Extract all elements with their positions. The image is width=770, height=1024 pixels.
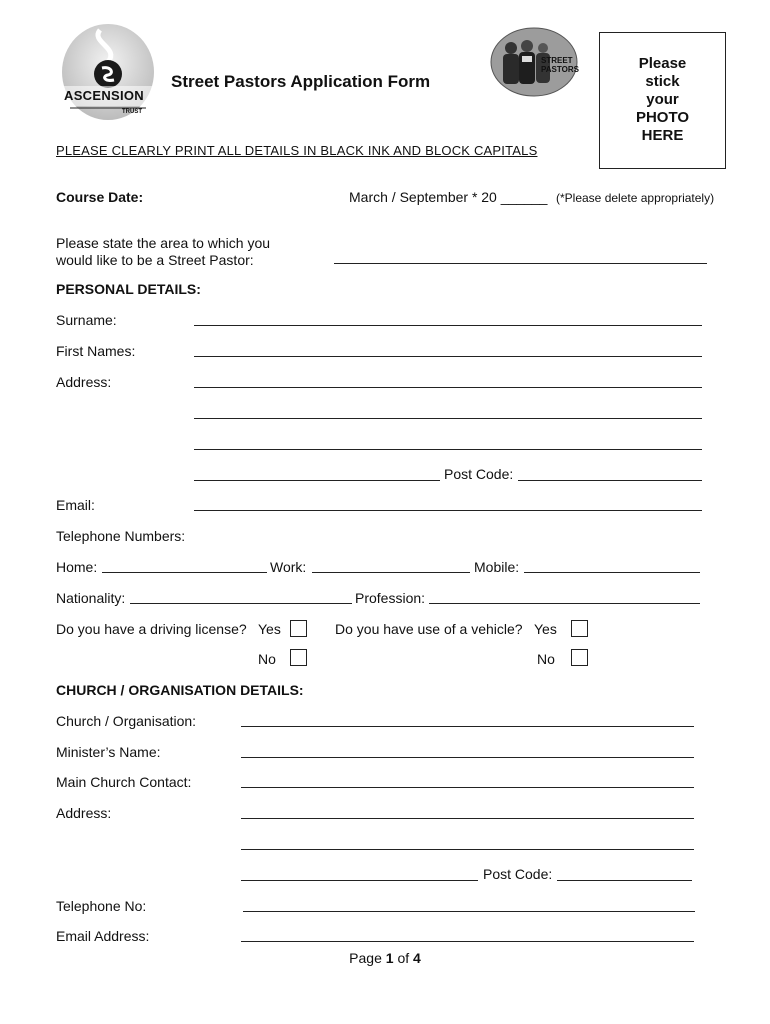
page-current-number: 1: [385, 950, 394, 966]
course-date-note: (*Please delete appropriately): [556, 191, 715, 205]
church-email-field[interactable]: [241, 941, 694, 942]
address-label: Address:: [56, 374, 112, 390]
church-telephone-field[interactable]: [243, 911, 695, 912]
address-field-3[interactable]: [194, 449, 702, 450]
post-code-label: Post Code:: [444, 466, 514, 482]
photo-box-line: HERE: [641, 127, 684, 144]
area-field[interactable]: [334, 263, 707, 264]
vehicle-yes-label: Yes: [534, 621, 557, 637]
church-address-label: Address:: [56, 805, 112, 821]
work-label: Work:: [270, 559, 307, 575]
post-code-field[interactable]: [518, 480, 702, 481]
first-names-field[interactable]: [194, 356, 702, 357]
ascension-trust-text: TRUST: [122, 109, 142, 115]
church-address-field-3[interactable]: [241, 880, 478, 881]
ascension-trust-logo: [60, 22, 156, 126]
print-instruction: PLEASE CLEARLY PRINT ALL DETAILS IN BLACK INK AND BLOCK CAPITALS: [56, 143, 538, 158]
church-address-field-1[interactable]: [241, 818, 694, 819]
church-address-field-2[interactable]: [241, 849, 694, 850]
nationality-label: Nationality:: [56, 590, 126, 606]
vehicle-yes-checkbox[interactable]: [571, 620, 588, 637]
page-word: Page: [349, 950, 382, 966]
driving-no-checkbox[interactable]: [290, 649, 307, 666]
photo-box-line: Please: [638, 55, 687, 72]
area-label-line2: would like to be a Street Pastor:: [56, 252, 254, 268]
address-field-1[interactable]: [194, 387, 702, 388]
church-details-heading: CHURCH / ORGANISATION DETAILS:: [56, 682, 304, 698]
vehicle-no-checkbox[interactable]: [571, 649, 588, 666]
surname-field[interactable]: [194, 325, 702, 326]
page-total-number: 4: [413, 950, 421, 966]
church-organisation-field[interactable]: [241, 726, 694, 727]
main-church-contact-label: Main Church Contact:: [56, 774, 192, 790]
course-date-value[interactable]: March / September * 20 ______: [349, 189, 548, 205]
first-names-label: First Names:: [56, 343, 136, 359]
photo-box: [599, 32, 726, 169]
minister-name-field[interactable]: [241, 757, 694, 758]
email-field[interactable]: [194, 510, 702, 511]
ascension-brand-text: ASCENSION: [64, 88, 144, 103]
church-post-code-field[interactable]: [557, 880, 692, 881]
page-title: Street Pastors Application Form: [171, 72, 431, 91]
course-date-label: Course Date:: [56, 189, 144, 205]
mobile-label: Mobile:: [474, 559, 520, 575]
area-label-line1: Please state the area to which you: [56, 235, 271, 251]
church-telephone-label: Telephone No:: [56, 898, 147, 914]
main-church-contact-field[interactable]: [241, 787, 694, 788]
vehicle-use-label: Do you have use of a vehicle?: [335, 621, 523, 637]
personal-details-heading: PERSONAL DETAILS:: [56, 281, 201, 297]
home-label: Home:: [56, 559, 98, 575]
church-organisation-label: Church / Organisation:: [56, 713, 197, 729]
profession-label: Profession:: [355, 590, 426, 606]
church-email-label: Email Address:: [56, 928, 150, 944]
nationality-field[interactable]: [130, 603, 352, 604]
address-field-4[interactable]: [194, 480, 440, 481]
street-pastors-text-2: PASTORS: [541, 65, 579, 74]
profession-field[interactable]: [429, 603, 700, 604]
address-field-2[interactable]: [194, 418, 702, 419]
minister-name-label: Minister’s Name:: [56, 744, 161, 760]
page-footer: [0, 950, 770, 966]
street-pastors-text-1: STREET: [541, 56, 573, 65]
street-pastors-logo: [489, 26, 579, 98]
vehicle-no-label: No: [537, 651, 555, 667]
surname-label: Surname:: [56, 312, 117, 328]
driving-no-label: No: [258, 651, 276, 667]
mobile-phone-field[interactable]: [524, 572, 700, 573]
photo-box-line: stick: [645, 73, 680, 90]
driving-license-label: Do you have a driving license?: [56, 621, 247, 637]
photo-box-line: PHOTO: [635, 109, 690, 126]
church-post-code-label: Post Code:: [483, 866, 553, 882]
telephone-numbers-label: Telephone Numbers:: [56, 528, 186, 544]
driving-yes-checkbox[interactable]: [290, 620, 307, 637]
work-phone-field[interactable]: [312, 572, 470, 573]
driving-yes-label: Yes: [258, 621, 281, 637]
photo-box-line: your: [646, 91, 679, 108]
home-phone-field[interactable]: [102, 572, 267, 573]
email-label: Email:: [56, 497, 95, 513]
page-of-word: of: [397, 950, 410, 966]
